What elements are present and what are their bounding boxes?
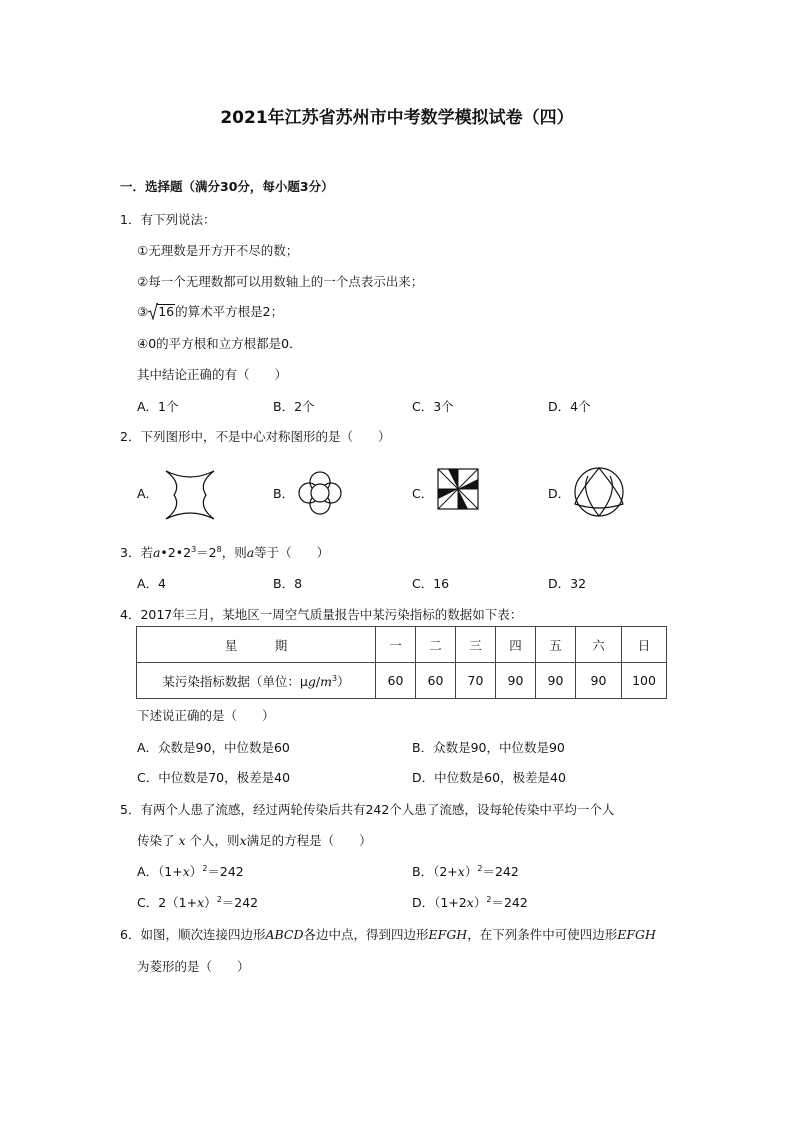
row-label-m: m xyxy=(320,673,332,689)
table-day: 五 xyxy=(536,627,576,663)
q1-option-a[interactable]: A．1个 xyxy=(137,399,179,414)
q3-option-a[interactable]: A．4 xyxy=(137,576,167,591)
q1-option-b[interactable]: B．2个 xyxy=(273,399,315,414)
q2-figure-b-icon[interactable] xyxy=(294,467,346,519)
q2-stem: 2．下列图形中，不是中心对称图形的是（ ） xyxy=(120,429,391,444)
q5-b-sq: 2 xyxy=(477,864,483,873)
q5-option-d[interactable] xyxy=(412,893,528,911)
table-day: 日 xyxy=(622,627,667,663)
q2-label-c[interactable]: C． xyxy=(412,486,434,501)
table-header-label: 星 期 xyxy=(137,627,376,663)
q5-b-x: x xyxy=(457,864,465,879)
q5-b-rhs: ＝242 xyxy=(482,864,519,879)
q4-option-d[interactable]: D．中位数是60，极差是40 xyxy=(412,770,566,785)
q6-pre: 6．如图，顺次连接四边形 xyxy=(120,927,266,942)
q5-a-x: x xyxy=(182,864,190,879)
q1-s3-prefix: ③ xyxy=(137,304,149,319)
q3-then: ，则 xyxy=(221,545,247,560)
row-label-slash: / xyxy=(315,673,321,689)
q5-option-a[interactable] xyxy=(137,862,244,880)
q5-line2-pre: 传染了 xyxy=(137,833,175,848)
q6-efgh: EFGH xyxy=(428,927,468,942)
q3-option-c[interactable]: C．16 xyxy=(412,576,450,591)
q6-abcd: ABCD xyxy=(265,927,304,942)
q3-num: 3．若 xyxy=(120,545,153,560)
q5-var-x: x xyxy=(178,833,186,848)
q2-label-b[interactable]: B． xyxy=(273,486,295,501)
q3-option-b[interactable]: B．8 xyxy=(273,576,303,591)
table-cell: 100 xyxy=(622,663,667,699)
q5-line-2 xyxy=(137,831,372,849)
table-day: 一 xyxy=(376,627,416,663)
q2-label-d[interactable]: D． xyxy=(548,486,571,501)
table-day: 六 xyxy=(576,627,622,663)
q5-c-sq: 2 xyxy=(216,895,222,904)
q5-c-rhs: ＝242 xyxy=(221,895,259,910)
table-cell: 90 xyxy=(496,663,536,699)
section-heading: 一．选择题（满分30分，每小题3分） xyxy=(120,179,334,194)
q5-d-rhs: ＝242 xyxy=(491,895,528,910)
table-day: 三 xyxy=(456,627,496,663)
q3-tail: 等于（ ） xyxy=(254,545,330,560)
q3-option-d[interactable]: D．32 xyxy=(548,576,587,591)
table-cell: 90 xyxy=(536,663,576,699)
q5-option-b[interactable] xyxy=(412,862,519,880)
q3-stem xyxy=(120,543,329,561)
q2-figure-d-icon[interactable] xyxy=(568,462,630,522)
q4-option-c[interactable]: C．中位数是70，极差是40 xyxy=(137,770,291,785)
q1-ask: 其中结论正确的有（ ） xyxy=(137,367,288,382)
table-cell: 90 xyxy=(576,663,622,699)
table-row-label xyxy=(137,663,376,699)
q2-label-a[interactable]: A． xyxy=(137,486,159,501)
q3-exponent-2: 8 xyxy=(216,545,222,554)
row-label-exp: 3 xyxy=(331,673,338,683)
page-title: 2021年江苏省苏州市中考数学模拟试卷（四） xyxy=(220,108,574,128)
q1-option-c[interactable]: C．3个 xyxy=(412,399,454,414)
q3-exponent-1: 3 xyxy=(191,545,197,554)
q5-c-pre: C．2（1+ xyxy=(137,895,198,910)
q1-stem: 1．有下列说法： xyxy=(120,212,216,227)
row-label-g: g xyxy=(307,673,316,689)
q5-d-x: x xyxy=(466,895,474,910)
table-cell: 60 xyxy=(416,663,456,699)
q5-d-post: ） xyxy=(473,895,487,910)
q3-var-a2: a xyxy=(246,545,255,560)
q5-d-sq: 2 xyxy=(486,895,492,904)
q4-ask: 下述说正确的是（ ） xyxy=(137,708,275,723)
q6-mid: 各边中点，得到四边形 xyxy=(303,927,429,942)
q5-b-pre: B．（2+ xyxy=(412,864,458,879)
table-cell: 70 xyxy=(456,663,496,699)
q5-a-pre: A．（1+ xyxy=(137,864,183,879)
q1-statement-3 xyxy=(137,302,283,320)
q3-product: •2•2 xyxy=(160,545,192,560)
row-label-pre: 某污染指标数据（单位：μ xyxy=(162,673,308,689)
q2-figure-a-icon[interactable] xyxy=(160,465,220,525)
table-day: 四 xyxy=(496,627,536,663)
q1-statement-2: ②每一个无理数都可以用数轴上的一个点表示出来； xyxy=(137,274,424,289)
q6-line-2: 为菱形的是（ ） xyxy=(137,959,250,974)
row-label-post: ） xyxy=(337,673,350,689)
q5-line2-mid: 个人，则 xyxy=(189,833,240,848)
q4-stem: 4．2017年三月，某地区一周空气质量报告中某污染指标的数据如下表： xyxy=(120,607,523,622)
q5-c-post: ） xyxy=(204,895,217,910)
q5-a-post: ） xyxy=(189,864,203,879)
q3-var-a: a xyxy=(152,545,161,560)
q1-statement-1: ①无理数是开方开不尽的数； xyxy=(137,243,299,258)
q5-line2-post: 满足的方程是（ ） xyxy=(246,833,372,848)
q6-post: ，在下列条件中可使四边形 xyxy=(467,927,618,942)
q5-option-c[interactable] xyxy=(137,893,258,911)
q4-option-b[interactable]: B．众数是90，中位数是90 xyxy=(412,740,565,755)
q5-d-pre: D．（1+2 xyxy=(412,895,467,910)
q1-statement-4: ④0的平方根和立方根都是0． xyxy=(137,336,302,351)
q6-efgh-2: EFGH xyxy=(617,927,656,942)
q5-a-sq: 2 xyxy=(202,864,208,873)
q4-option-a[interactable]: A．众数是90，中位数是60 xyxy=(137,740,290,755)
q6-line-1 xyxy=(120,925,656,943)
q5-b-post: ） xyxy=(464,864,478,879)
q5-c-x: x xyxy=(197,895,205,910)
table-row xyxy=(137,663,667,699)
q3-equals: ＝2 xyxy=(196,545,217,560)
q1-option-d[interactable]: D．4个 xyxy=(548,399,591,414)
q5-var-x2: x xyxy=(239,833,247,848)
q1-s3-radicand: 16 xyxy=(158,304,175,319)
q1-s3-suffix: 的算术平方根是2； xyxy=(175,304,284,319)
pollution-table xyxy=(136,626,667,699)
sqrt-sign xyxy=(148,304,175,319)
q2-figure-c-icon[interactable] xyxy=(435,466,481,512)
q5-a-rhs: ＝242 xyxy=(207,864,244,879)
q5-line-1: 5．有两个人患了流感，经过两轮传染后共有242个人患了流感，设每轮传染中平均一个人 xyxy=(120,802,615,817)
table-cell: 60 xyxy=(376,663,416,699)
table-header-row xyxy=(137,627,667,663)
table-day: 二 xyxy=(416,627,456,663)
